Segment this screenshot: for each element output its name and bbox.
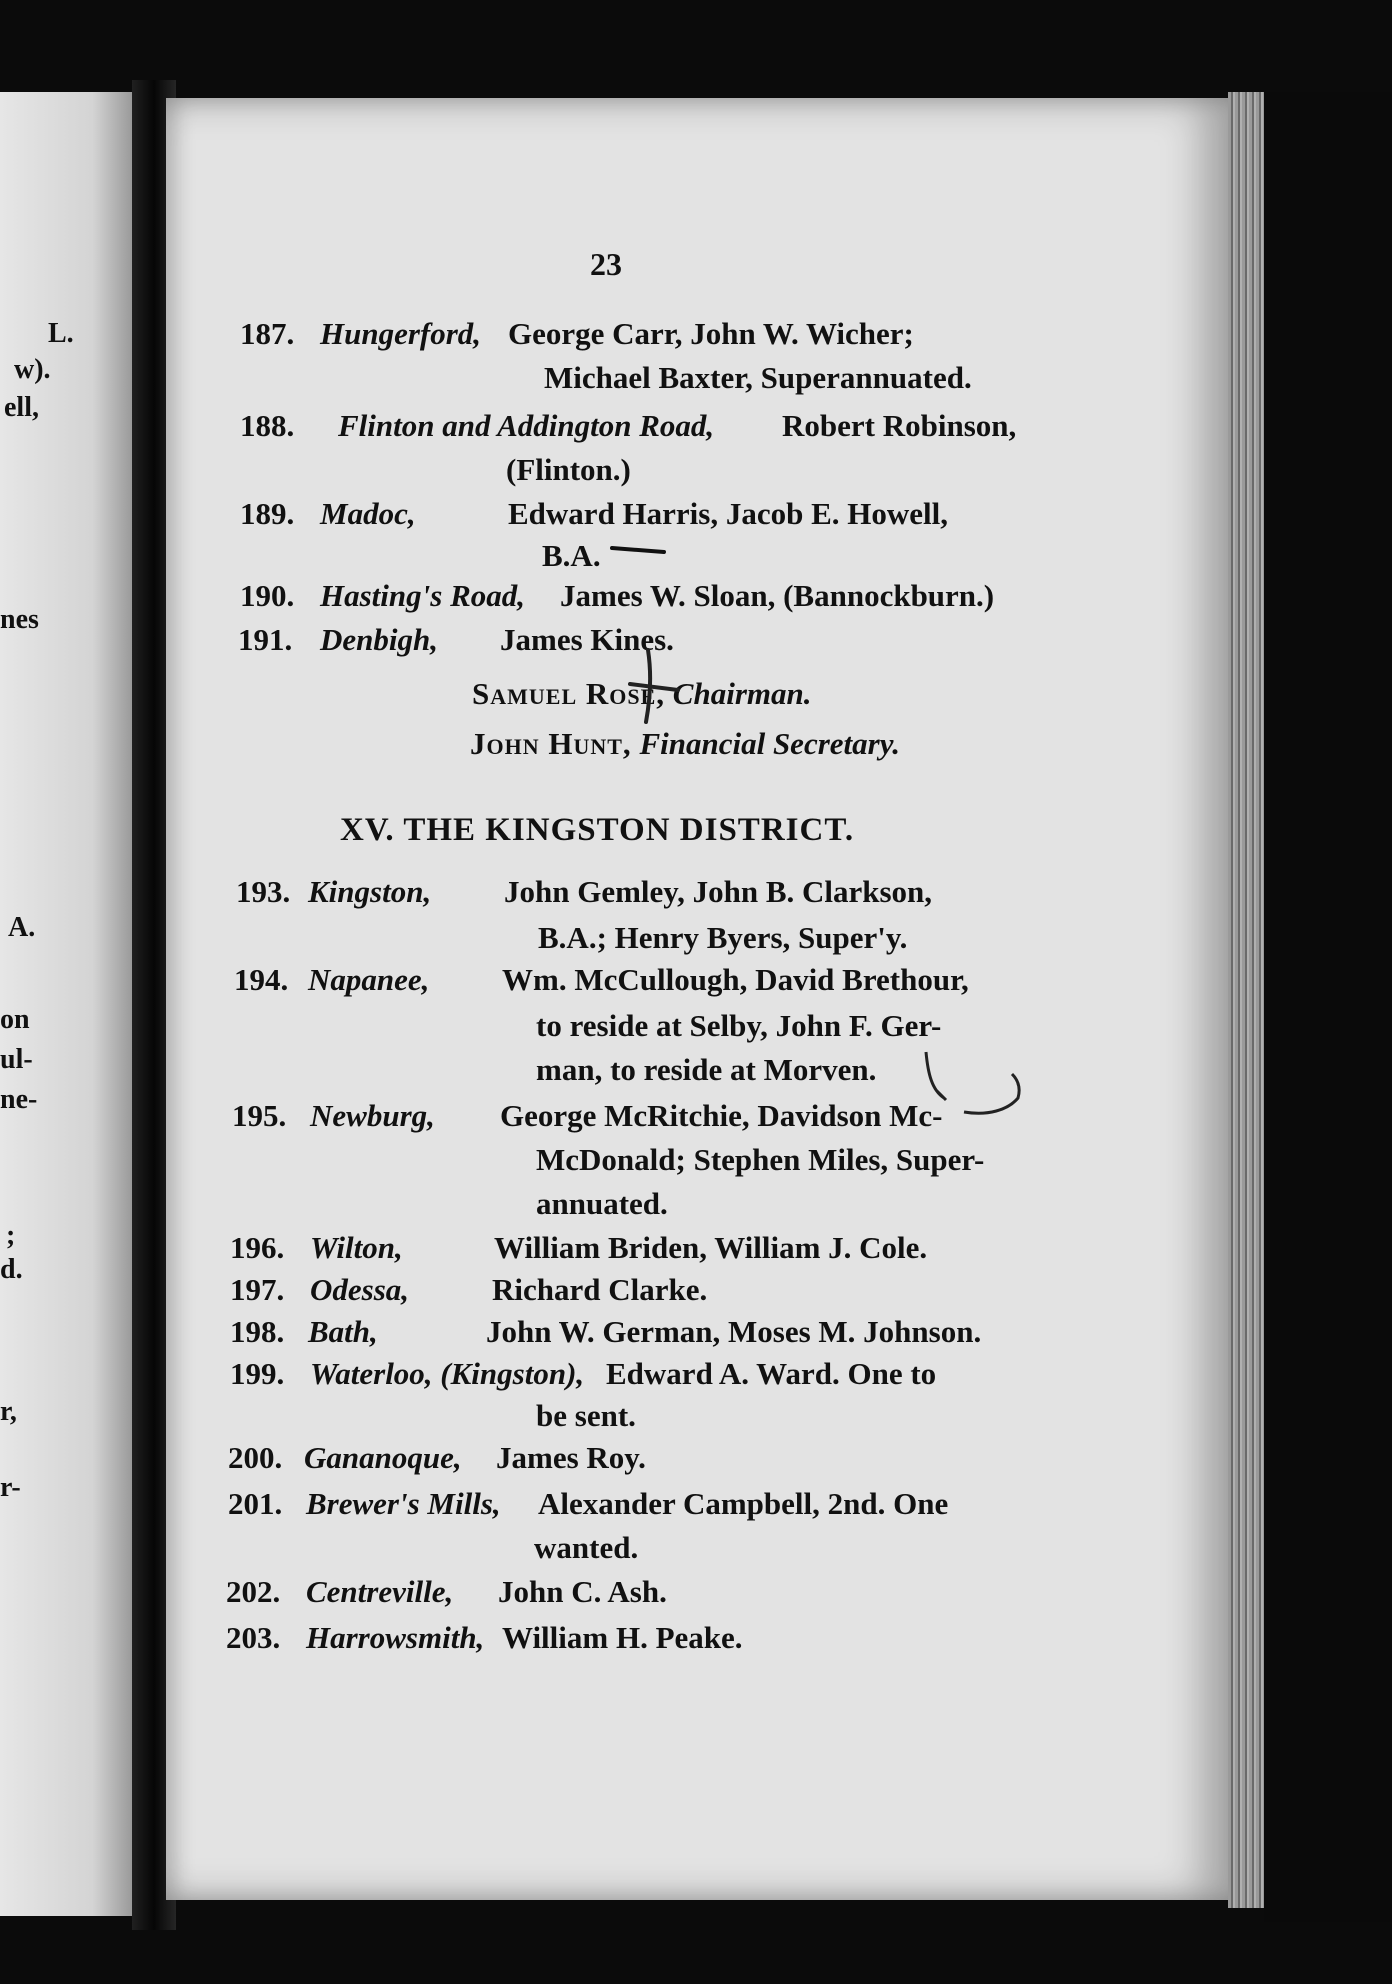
entry-continuation: wanted. [534,1530,639,1565]
signature-role: Financial Secretary. [639,726,901,761]
entry-number: 201. [228,1486,283,1521]
entry-place: Hungerford, [320,316,482,351]
entry-number: 196. [230,1230,285,1265]
left-fragment: on [0,1004,30,1035]
left-fragment: L. [48,318,74,349]
entry-place: Kingston, [308,874,432,909]
entry-continuation: be sent. [536,1398,636,1433]
entry-place: Flinton and Addington Road, [338,408,715,443]
entry-text: Wm. McCullough, David Brethour, [502,962,969,997]
entry-place: Centreville, [306,1574,454,1609]
entry-text: William H. Peake. [502,1620,743,1655]
entry-text: Edward Harris, Jacob E. Howell, [508,496,949,531]
entry-place: Napanee, [308,962,430,997]
entry-place: Odessa, [310,1272,410,1307]
entry-place: Madoc, [320,496,416,531]
left-fragment: d. [0,1254,23,1285]
entry-text: Richard Clarke. [492,1272,708,1307]
entry-text: Edward A. Ward. One to [606,1356,937,1391]
entry-place: Denbigh, [320,622,438,657]
entry-number: 202. [226,1574,281,1609]
left-fragment: ell, [4,392,39,423]
entry-text: Robert Robinson, [782,408,1017,443]
entry-continuation: man, to reside at Morven. [536,1052,877,1087]
entry-number: 198. [230,1314,285,1349]
entry-place: Newburg, [310,1098,435,1133]
entry-text: James Roy. [496,1440,646,1475]
entry-number: 191. [238,622,293,657]
entry-number: 203. [226,1620,281,1655]
entry-text: Alexander Campbell, 2nd. One [538,1486,949,1521]
left-fragment: A. [8,912,36,943]
left-fragment: ne- [0,1084,38,1115]
signature-name: John Hunt, [470,726,632,761]
entry-text: William Briden, William J. Cole. [494,1230,928,1265]
entry-place: Wilton, [310,1230,403,1265]
entry-continuation: McDonald; Stephen Miles, Super- [536,1142,985,1177]
entry-place: Gananoque, [304,1440,462,1475]
entry-text: James W. Sloan, (Bannockburn.) [560,578,995,613]
entry-number: 190. [240,578,295,613]
entry-number: 194. [234,962,289,997]
left-fragment: r, [0,1396,17,1427]
entry-continuation: B.A. [542,538,601,573]
district-heading: XV. THE KINGSTON DISTRICT. [340,812,855,848]
signature-role: Chairman. [672,676,812,711]
entry-text: John Gemley, John B. Clarkson, [504,874,933,909]
entry-number: 199. [230,1356,285,1391]
entry-text: George McRitchie, Davidson Mc- [500,1098,943,1133]
entry-number: 187. [240,316,295,351]
entry-text: John C. Ash. [498,1574,667,1609]
entry-place: Waterloo, (Kingston), [310,1356,585,1391]
entry-number: 200. [228,1440,283,1475]
left-fragment: r- [0,1472,21,1503]
entry-number: 189. [240,496,295,531]
left-fragment: ul- [0,1044,33,1075]
entry-number: 188. [240,408,295,443]
entry-place: Harrowsmith, [306,1620,485,1655]
entry-continuation: B.A.; Henry Byers, Super'y. [538,920,908,955]
entry-continuation: (Flinton.) [506,452,631,487]
entry-number: 193. [236,874,291,909]
left-fragment: nes [0,604,39,635]
page-number: 23 [590,246,622,282]
entry-continuation: Michael Baxter, Superannuated. [544,360,972,395]
signature-name: Samuel Rose, [472,676,666,711]
left-fragment: ; [6,1220,16,1251]
entry-number: 195. [232,1098,287,1133]
entry-place: Brewer's Mills, [306,1486,501,1521]
entry-text: John W. German, Moses M. Johnson. [486,1314,982,1349]
entry-text: George Carr, John W. Wicher; [508,316,914,351]
left-fragment: w). [14,354,51,385]
entry-text: James Kines. [500,622,674,657]
entry-place: Hasting's Road, [320,578,525,613]
entry-place: Bath, [308,1314,378,1349]
entry-continuation: to reside at Selby, John F. Ger- [536,1008,942,1043]
entry-number: 197. [230,1272,285,1307]
entry-continuation: annuated. [536,1186,668,1221]
